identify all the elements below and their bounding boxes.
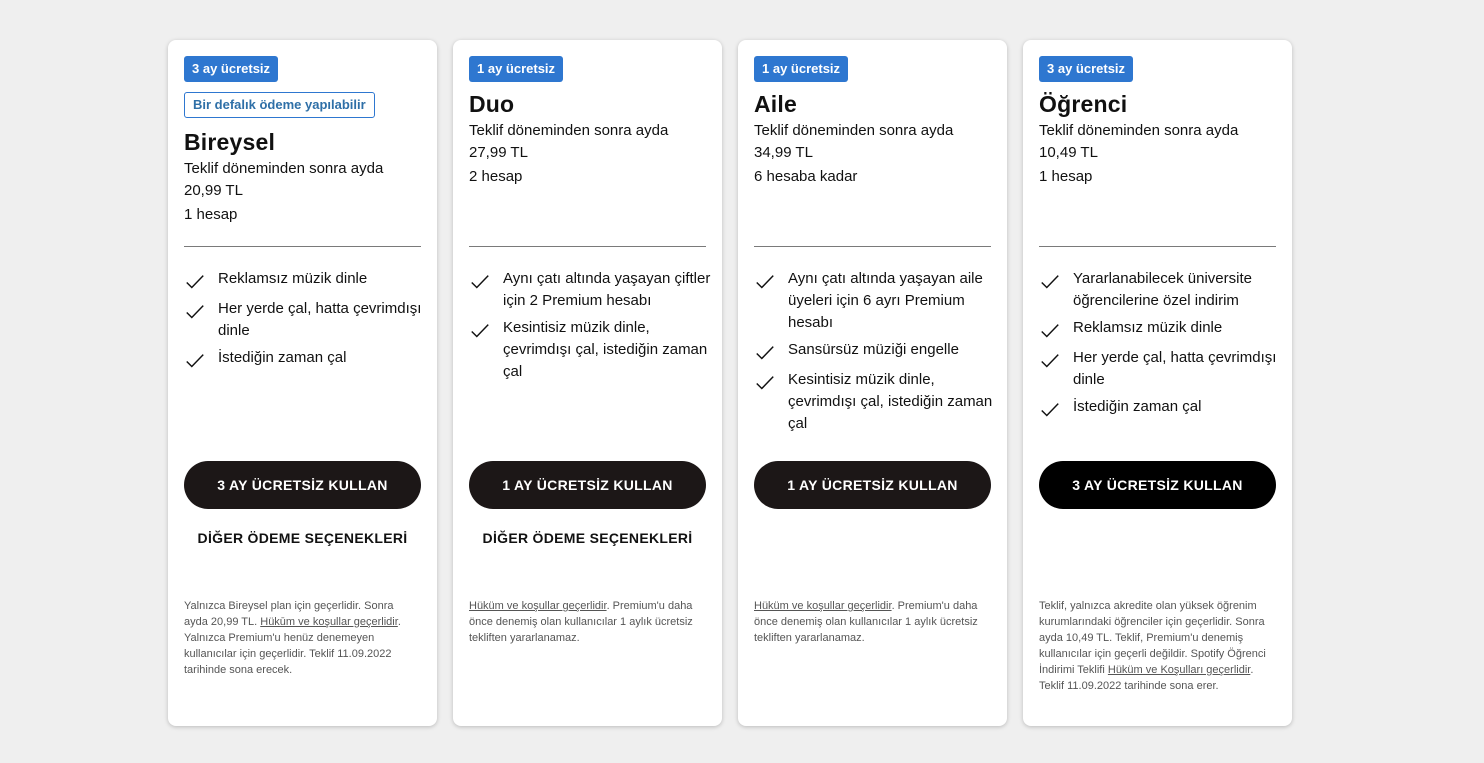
divider xyxy=(1039,246,1276,247)
feature-list xyxy=(184,268,429,377)
price-description: Teklif döneminden sonra ayda xyxy=(469,122,669,139)
feature-item xyxy=(184,347,429,372)
plan-title: Aile xyxy=(754,91,797,117)
feature-item xyxy=(1039,347,1284,391)
feature-list xyxy=(1039,268,1284,426)
divider xyxy=(754,246,991,247)
check-icon xyxy=(754,372,776,394)
price-description: Teklif döneminden sonra ayda xyxy=(184,160,384,177)
feature-item xyxy=(184,298,429,342)
feature-list xyxy=(469,268,714,388)
account-count: 1 hesap xyxy=(184,206,238,223)
check-icon xyxy=(1039,350,1061,372)
fine-print-text: . Teklif 11.09.2022 tarihinde sona erer. xyxy=(1039,664,1254,692)
feature-text: Kesintisiz müzik dinle, çevrimdışı çal, istediğin zaman çal xyxy=(788,371,993,432)
feature-item xyxy=(1039,317,1284,342)
feature-text: Reklamsız müzik dinle xyxy=(1073,319,1223,336)
check-icon xyxy=(1039,399,1061,421)
feature-item xyxy=(469,268,714,312)
feature-text: Sansürsüz müziği engelle xyxy=(788,341,959,358)
check-icon xyxy=(184,271,206,293)
check-icon xyxy=(184,350,206,372)
check-icon xyxy=(754,342,776,364)
price-amount: 20,99 TL xyxy=(184,182,243,199)
check-icon xyxy=(1039,271,1061,293)
terms-link[interactable]: Hüküm ve Koşulları geçerlidir xyxy=(1107,664,1251,676)
check-icon xyxy=(469,271,491,293)
trial-badge: 1 ay ücretsiz xyxy=(754,56,848,82)
price-amount: 27,99 TL xyxy=(469,144,528,161)
check-icon xyxy=(184,301,206,323)
one-time-payment-badge: Bir defalık ödeme yapılabilir xyxy=(184,92,375,118)
account-count: 6 hesaba kadar xyxy=(754,168,858,185)
trial-badge: 1 ay ücretsiz xyxy=(469,56,563,82)
other-payment-options-link[interactable]: DİĞER ÖDEME SEÇENEKLERİ xyxy=(197,530,408,546)
feature-item xyxy=(1039,268,1284,312)
account-count: 1 hesap xyxy=(1039,168,1093,185)
fine-print-text: Yalnızca Bireysel plan için geçerlidir. Sonra ayda 20,99 TL. xyxy=(184,600,394,628)
feature-text: Reklamsız müzik dinle xyxy=(218,270,368,287)
feature-text: Kesintisiz müzik dinle, çevrimdışı çal, istediğin zaman çal xyxy=(503,319,708,380)
feature-list xyxy=(754,268,999,440)
feature-text: Her yerde çal, hatta çevrimdışı dinle xyxy=(1073,349,1277,388)
check-icon xyxy=(469,320,491,342)
other-payment-options-link[interactable]: DİĞER ÖDEME SEÇENEKLERİ xyxy=(482,530,693,546)
fine-print-text: . Premium'u daha önce denemiş olan kullanıcılar 1 aylık ücretsiz tekliften yararlanamaz. xyxy=(469,600,693,644)
terms-link[interactable]: Hüküm ve koşullar geçerlidir xyxy=(754,600,892,612)
price-amount: 10,49 TL xyxy=(1039,144,1098,161)
plan-card-aile xyxy=(738,40,1007,726)
price-amount: 34,99 TL xyxy=(754,144,813,161)
feature-item xyxy=(469,317,714,383)
plan-title: Öğrenci xyxy=(1039,91,1128,117)
feature-text: Yararlanabilecek üniversite öğrencilerine özel indirim xyxy=(1073,270,1252,309)
trial-badge: 3 ay ücretsiz xyxy=(184,56,278,82)
feature-item xyxy=(184,268,429,293)
plan-card-ogrenci xyxy=(1023,40,1292,726)
check-icon xyxy=(1039,320,1061,342)
price-description: Teklif döneminden sonra ayda xyxy=(1039,122,1239,139)
check-icon xyxy=(754,271,776,293)
fine-print-text: . Premium'u daha önce denemiş olan kullanıcılar 1 aylık ücretsiz tekliften yararlanamaz. xyxy=(754,600,978,644)
fine-print-text: . Yalnızca Premium'u henüz denemeyen kullanıcılar için geçerlidir. Teklif 11.09.2022 tarihinde sona erecek. xyxy=(184,616,401,676)
start-trial-button[interactable]: 1 AY ÜCRETSİZ KULLAN xyxy=(754,461,991,509)
feature-text: Aynı çatı altında yaşayan aile üyeleri için 6 ayrı Premium hesabı xyxy=(788,270,983,331)
feature-text: Aynı çatı altında yaşayan çiftler için 2 Premium hesabı xyxy=(503,270,711,309)
plan-title: Bireysel xyxy=(184,129,276,155)
terms-fine-print xyxy=(184,598,419,678)
trial-badge: 3 ay ücretsiz xyxy=(1039,56,1133,82)
start-trial-button[interactable]: 3 AY ÜCRETSİZ KULLAN xyxy=(184,461,421,509)
divider xyxy=(469,246,706,247)
feature-item xyxy=(754,369,999,435)
terms-link[interactable]: Hükūm ve koşullar geçerlidir xyxy=(260,616,398,628)
plan-card-bireysel xyxy=(168,40,437,726)
feature-item xyxy=(754,339,999,364)
plan-cards xyxy=(168,40,1292,726)
start-trial-button[interactable]: 1 AY ÜCRETSİZ KULLAN xyxy=(469,461,706,509)
start-trial-button[interactable]: 3 AY ÜCRETSİZ KULLAN xyxy=(1039,461,1276,509)
terms-fine-print xyxy=(754,598,989,646)
feature-item xyxy=(754,268,999,334)
feature-text: Her yerde çal, hatta çevrimdışı dinle xyxy=(218,300,422,339)
plan-title: Duo xyxy=(469,91,515,117)
account-count: 2 hesap xyxy=(469,168,523,185)
feature-text: İstediğin zaman çal xyxy=(1073,398,1202,415)
terms-fine-print xyxy=(1039,598,1274,694)
terms-link[interactable]: Hüküm ve koşullar geçerlidir xyxy=(469,600,607,612)
feature-item xyxy=(1039,396,1284,421)
terms-fine-print xyxy=(469,598,704,646)
price-description: Teklif döneminden sonra ayda xyxy=(754,122,954,139)
fine-print-text: Teklif, yalnızca akredite olan yüksek öğrenim kurumlarındaki öğrenciler için geçerlidir. Sonra ayda 10,49 TL. Teklif, Premium'u denemiş kullanıcılar için geçerli değildir. Spotify Öğrenci İndirimi Teklifi xyxy=(1039,600,1266,676)
plan-card-duo xyxy=(453,40,722,726)
feature-text: İstediğin zaman çal xyxy=(218,349,347,366)
divider xyxy=(184,246,421,247)
